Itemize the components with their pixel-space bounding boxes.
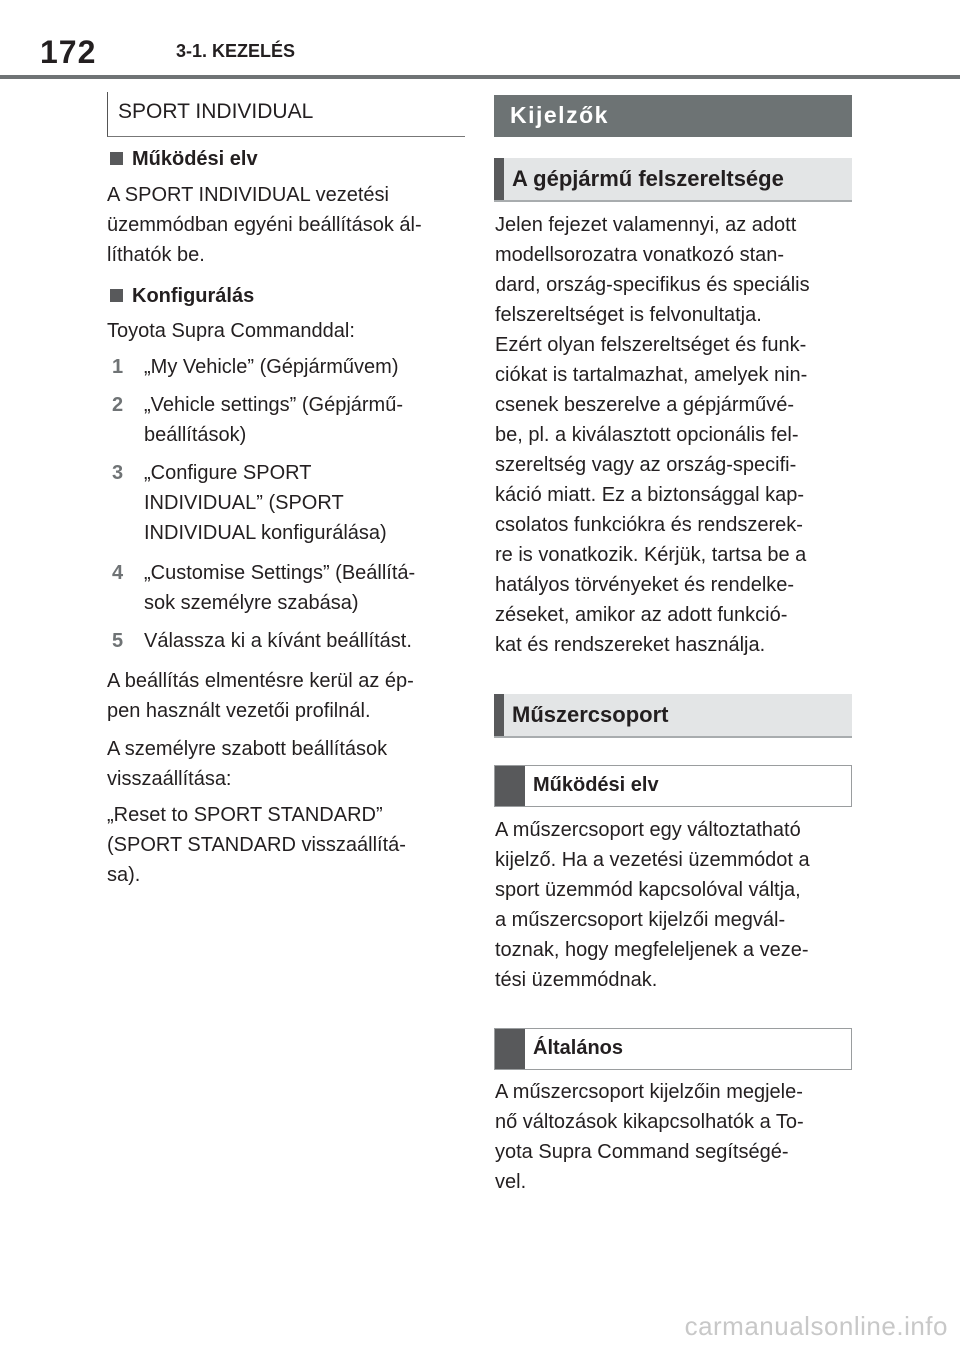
step-number: 4: [112, 562, 124, 584]
section-label: 3-1. KEZELÉS: [176, 41, 296, 61]
subheading-label: Működési elv: [533, 774, 659, 796]
text-line: kijelző. Ha a vezetési üzemmódot a: [495, 849, 810, 871]
subhead-label: Konfigurálás: [132, 285, 255, 307]
paragraph-reset-intro: [107, 734, 467, 794]
square-bullet-icon: [110, 152, 123, 165]
step-3: [112, 458, 464, 548]
section-title-bar: [494, 95, 852, 137]
text-line: Válassza ki a kívánt beállítást.: [144, 630, 412, 652]
text-line: ciókat is tartalmazhat, amelyek nin-: [495, 364, 808, 386]
step-4: [112, 558, 464, 618]
text-line: sport üzemmód kapcsolóval váltja,: [495, 879, 801, 901]
text-line: INDIVIDUAL” (SPORT: [144, 492, 344, 514]
page-number: 172: [40, 34, 97, 70]
text-line: re is vonatkozik. Kérjük, tartsa be a: [495, 544, 807, 566]
subheading-principle: [494, 765, 852, 807]
text-line: zéseket, amikor az adott funkció-: [495, 604, 788, 626]
step-number: 2: [112, 394, 124, 416]
subhead-label: Működési elv: [132, 148, 258, 170]
page-header: [0, 0, 960, 80]
step-number: 5: [112, 630, 124, 652]
text-line: sok személyre szabása): [144, 592, 359, 614]
text-line: (SPORT STANDARD visszaállítá-: [107, 834, 406, 856]
text-line: kat és rendszereket használja.: [495, 634, 766, 656]
text-line: Ezért olyan felszereltséget és funk-: [495, 334, 807, 356]
text-line: nő változások kikapcsolhatók a To-: [495, 1111, 804, 1133]
text-line: „Reset to SPORT STANDARD”: [107, 804, 383, 826]
sport-individual-title: SPORT INDIVIDUAL: [118, 100, 314, 123]
heading-label: Műszercsoport: [512, 702, 669, 727]
step-number: 1: [112, 356, 124, 378]
text-line: A SPORT INDIVIDUAL vezetési: [107, 184, 389, 206]
subhead-mukodesi-elv: [110, 148, 258, 171]
text-line: visszaállítása:: [107, 768, 232, 790]
heading-equipment: [494, 158, 852, 202]
text-line: felszereltséget is felvonultatja.: [495, 304, 762, 326]
step-1: [112, 352, 464, 382]
step-2: [112, 390, 464, 450]
text-line: hatályos törvényeket és rendelke-: [495, 574, 795, 596]
text-line: „Configure SPORT: [144, 462, 312, 484]
step-number: 3: [112, 462, 124, 484]
text-line: yota Supra Command segítségé-: [495, 1141, 789, 1163]
text-line: vel.: [495, 1171, 527, 1193]
text-line: líthatók be.: [107, 244, 205, 266]
text-line: beállítások): [144, 424, 247, 446]
paragraph-equipment: [495, 210, 855, 660]
paragraph-saved: [107, 666, 467, 726]
watermark: carmanualsonline.info: [684, 1311, 948, 1341]
paragraph-intro: Toyota Supra Commanddal:: [107, 320, 355, 342]
text-line: A beállítás elmentésre kerül az ép-: [107, 670, 414, 692]
text-line: „My Vehicle” (Gépjárművem): [144, 356, 399, 378]
text-line: csolatos funkciókra és rendszerek-: [495, 514, 803, 536]
section-title: Kijelzők: [510, 102, 609, 128]
sport-individual-box: [107, 92, 465, 137]
paragraph-reset: [107, 800, 467, 890]
text-line: toznak, hogy megfeleljenek a veze-: [495, 939, 809, 961]
text-line: a műszercsoport kijelzői megvál-: [495, 909, 786, 931]
text-line: A műszercsoport egy változtatható: [495, 819, 801, 841]
text-line: sa).: [107, 864, 141, 886]
text-line: INDIVIDUAL konfigurálása): [144, 522, 387, 544]
text-line: be, pl. a kiválasztott opcionális fel-: [495, 424, 799, 446]
paragraph-general: [495, 1077, 855, 1197]
paragraph-cluster-principle: [495, 815, 855, 995]
step-5: [112, 626, 464, 656]
text-line: üzemmódban egyéni beállítások ál-: [107, 214, 422, 236]
text-line: tési üzemmódnak.: [495, 969, 658, 991]
heading-cluster: [494, 694, 852, 738]
heading-label: A gépjármű felszereltsége: [512, 166, 784, 191]
text-line: „Vehicle settings” (Gépjármű-: [144, 394, 403, 416]
subhead-konfiguralas: [110, 285, 254, 308]
text-line: Jelen fejezet valamennyi, az adott: [495, 214, 797, 236]
text-line: pen használt vezetői profilnál.: [107, 700, 371, 722]
text-line: csenek beszerelve a gépjárművé-: [495, 394, 795, 416]
subheading-general: [494, 1028, 852, 1070]
text-line: dard, ország-specifikus és speciális: [495, 274, 810, 296]
text-line: A műszercsoport kijelzőin megjele-: [495, 1081, 803, 1103]
header-divider: [0, 75, 960, 79]
square-bullet-icon: [110, 289, 123, 302]
text-line: „Customise Settings” (Beállítá-: [144, 562, 416, 584]
paragraph-principle: [107, 180, 467, 270]
text-line: A személyre szabott beállítások: [107, 738, 388, 760]
text-line: káció miatt. Ez a biztonsággal kap-: [495, 484, 805, 506]
subheading-label: Általános: [533, 1037, 624, 1059]
text-line: modellsorozatra vonatkozó stan-: [495, 244, 785, 266]
text-line: szereltség vagy az ország-specifi-: [495, 454, 797, 476]
